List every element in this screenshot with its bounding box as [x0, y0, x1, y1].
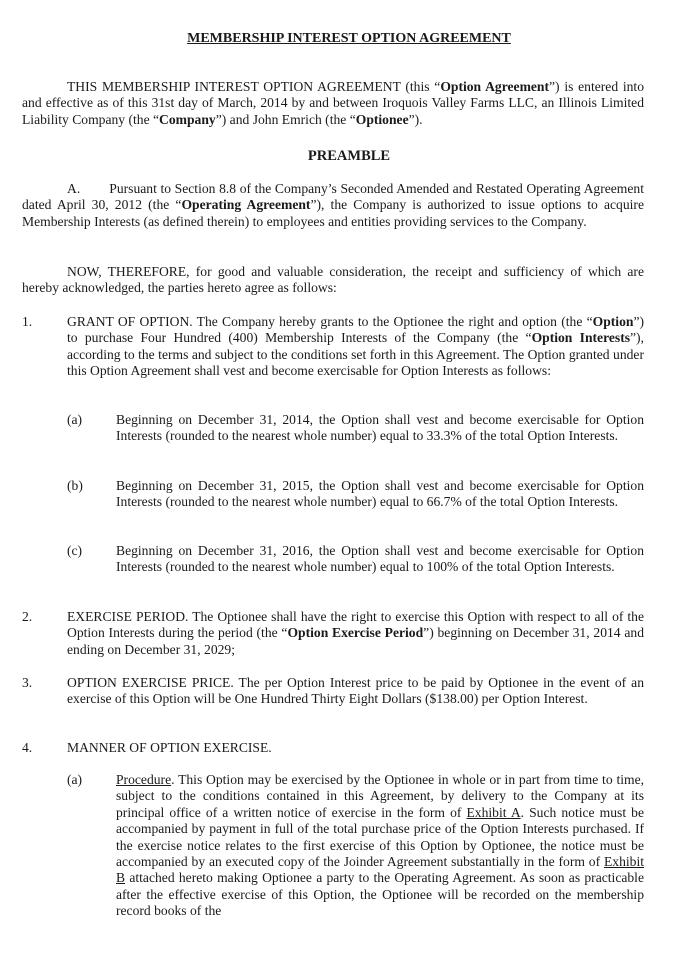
section-text: ”) to purchase Four Hundred (400) Membership Interests of the Company (the “	[67, 314, 644, 346]
defined-term-option: Option	[592, 314, 634, 329]
intro-text: THIS MEMBERSHIP INTEREST OPTION AGREEMENT (this “	[67, 79, 441, 94]
section-3-exercise-price: OPTION EXERCISE PRICE. The per Option Interest price to be paid by Optionee in the event of an exercise of this Option will be One Hundred Thirty Eight Dollars ($138.00) per Option Interest.	[67, 675, 644, 707]
section-text: ”) beginning on December 31, 2014 and ending on December 31, 2029;	[67, 625, 644, 657]
intro-text: ”).	[408, 111, 423, 127]
intro-paragraph	[22, 79, 644, 128]
section-4-number: 4.	[22, 740, 33, 755]
intro-text: ”) and John Emrich (the “	[215, 111, 356, 127]
section-4-heading: MANNER OF OPTION EXERCISE.	[67, 740, 272, 755]
section-1-number: 1.	[22, 314, 33, 329]
section-2-exercise-period	[67, 609, 644, 658]
defined-term-company: Company	[159, 111, 216, 127]
item-label: (b)	[67, 478, 83, 493]
procedure-text: . This Option may be exercised by the Optionee in whole or in part from time to time, subject to the conditions contained in this Agreement, by delivery to the Company at its principal office of a written notice of exercise in the form of	[116, 772, 644, 820]
item-label: (c)	[67, 543, 83, 558]
recital-text: A. Pursuant to Section 8.8 of the Company’s Seconded Amended and Restated Operating Agreement dated April 30, 2012 (the “	[22, 181, 644, 213]
procedure-heading: Procedure	[116, 772, 172, 787]
defined-term-optionee: Optionee	[355, 111, 409, 127]
section-1-grant-of-option	[67, 314, 644, 380]
preamble-heading: PREAMBLE	[307, 148, 391, 164]
item-label: (a)	[67, 772, 83, 787]
vesting-item: Beginning on December 31, 2016, the Option shall vest and become exercisable for Option Interests (rounded to the nearest whole number) equal to 100% of the total Option Interests.	[116, 543, 644, 575]
exhibit-b-reference: Exhibit B	[116, 854, 644, 886]
now-therefore-paragraph: NOW, THEREFORE, for good and valuable consideration, the receipt and sufficiency of which are hereby acknowledged, the parties hereto agree as follows:	[22, 264, 644, 296]
section-3-number: 3.	[22, 675, 33, 690]
document-title: MEMBERSHIP INTEREST OPTION AGREEMENT	[187, 31, 511, 46]
procedure-text: . Such notice must be accompanied by payment in full of the total purchase price of the Option Interests purchased. If the exercise notice relates to the first exercise of this Option by Optionee, the notice must be accompanied by an executed copy of the Joinder Agreement substantially in the form of	[116, 804, 644, 870]
item-label: (a)	[67, 412, 83, 427]
procedure-text: attached hereto making Optionee a party to the Operating Agreement. As soon as practicable after the effective exercise of this Option, the Optionee will be recorded on the membership record books of the	[116, 870, 644, 919]
section-text: EXERCISE PERIOD. The Optionee shall have the right to exercise this Option with respect to all of the Option Interests during the period (the “	[67, 609, 644, 641]
vesting-item: Beginning on December 31, 2014, the Option shall vest and become exercisable for Option Interests (rounded to the nearest whole number) equal to 33.3% of the total Option Interests.	[116, 412, 644, 444]
defined-term-option-interests: Option Interests	[531, 330, 631, 346]
intro-text: ”) is entered into and effective as of this 31st day of March, 2014 by and between Iroquois Valley Farms LLC, an Illinois Limited Liability Company (the “	[22, 79, 645, 127]
defined-term-operating-agreement: Operating Agreement	[181, 197, 311, 213]
recital-a	[22, 181, 644, 230]
vesting-item: Beginning on December 31, 2015, the Option shall vest and become exercisable for Option Interests (rounded to the nearest whole number) equal to 66.7% of the total Option Interests.	[116, 478, 644, 510]
section-text: GRANT OF OPTION. The Company hereby grants to the Optionee the right and option (the “	[67, 314, 593, 329]
defined-term-option-exercise-period: Option Exercise Period	[287, 625, 424, 641]
recital-text: ”), the Company is authorized to issue options to acquire Membership Interests (as defined therein) to employees and entities providing services to the Company.	[22, 197, 644, 229]
defined-term-option-agreement: Option Agreement	[440, 79, 550, 94]
procedure-paragraph	[116, 772, 644, 920]
exhibit-a-reference: Exhibit A	[466, 804, 521, 820]
section-text: ”), according to the terms and subject to the conditions set forth in this Agreement. The Option granted under this Option Agreement shall vest and become exercisable for Option Interests as follows:	[67, 330, 644, 379]
section-2-number: 2.	[22, 609, 33, 624]
